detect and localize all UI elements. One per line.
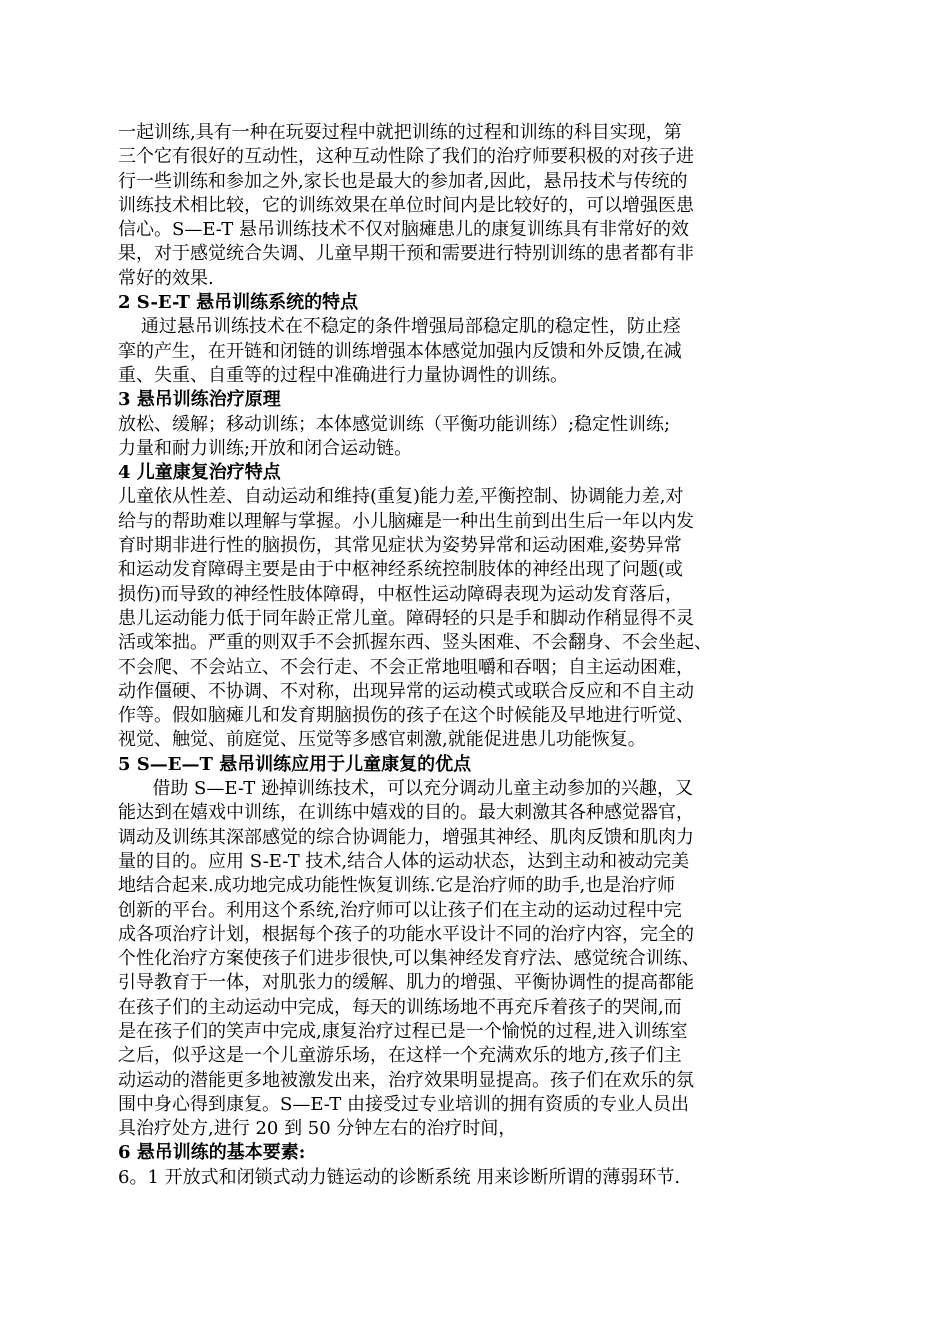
text-line: 调动及训练其深部感觉的综合协调能力，增强其神经、肌肉反馈和肌肉力	[118, 826, 694, 848]
text-line: 之后，似乎这是一个儿童游乐场，在这样一个充满欢乐的地方,孩子们主	[118, 1045, 682, 1067]
section-heading: 4 儿童康复治疗特点	[118, 462, 281, 484]
text-line: 一起训练,具有一种在玩耍过程中就把训练的过程和训练的科目实现，第	[118, 122, 682, 143]
text-line: 能达到在嬉戏中训练，在训练中嬉戏的目的。最大刺激其各种感觉器官，	[118, 802, 694, 824]
text-line: 力量和耐力训练;开放和闭合运动链。	[118, 437, 413, 459]
text-line: 不会爬、不会站立、不会行走、不会正常地咀嚼和吞咽；自主运动困难，	[118, 656, 694, 678]
text-line: 具治疗处方,进行 20 到 50 分钟左右的治疗时间，	[118, 1118, 517, 1140]
text-line: 三个它有很好的互动性，这种互动性除了我们的治疗师要积极的对孩子进	[118, 146, 694, 168]
text-line: 重、失重、自重等的过程中准确进行力量协调性的训练。	[118, 364, 568, 386]
text-line: 放松、缓解；移动训练；本体感觉训练（平衡功能训练）;稳定性训练;	[118, 413, 671, 435]
text-line: 6。1 开放式和闭锁式动力链运动的诊断系统 用来诊断所谓的薄弱环节.	[118, 1166, 681, 1188]
section-heading: 3 悬吊训练治疗原理	[118, 389, 281, 411]
text-line: 常好的效果.	[118, 267, 214, 289]
text-line: 儿童依从性差、自动运动和维持(重复)能力差,平衡控制、协调能力差,对	[118, 486, 684, 508]
text-line: 患儿运动能力低于同年龄正常儿童。障碍轻的只是手和脚动作稍显得不灵	[118, 607, 694, 629]
text-line: 借助 S—E-T 逊掉训练技术，可以充分调动儿童主动参加的兴趣，又	[118, 778, 694, 800]
text-line: 动运动的潜能更多地被激发出来，治疗效果明显提高。孩子们在欢乐的氛	[118, 1069, 694, 1091]
section-heading: 6 悬吊训练的基本要素:	[118, 1142, 306, 1164]
text-line: 地结合起来.成功地完成功能性恢复训练.它是治疗师的助手,也是治疗师	[118, 875, 676, 897]
text-line: 行一些训练和参加之外,家长也是最大的参加者,因此，悬吊技术与传统的	[118, 170, 688, 192]
text-line: 作等。假如脑瘫儿和发育期脑损伤的孩子在这个时候能及早地进行听觉、	[118, 705, 694, 727]
section-heading: 2 S-E-T 悬吊训练系统的特点	[118, 292, 359, 314]
text-line: 在孩子们的主动运动中完成，每天的训练场地不再充斥着孩子的哭闹,而	[118, 996, 682, 1018]
text-line: 信心。S—E-T 悬吊训练技术不仅对脑瘫患儿的康复训练具有非常好的效	[118, 219, 689, 241]
text-line: 训练技术相比较，它的训练效果在单位时间内是比较好的，可以增强医患	[118, 194, 694, 216]
text-line: 围中身心得到康复。S—E-T 由接受过专业培训的拥有资质的专业人员出	[118, 1093, 689, 1115]
text-line: 是在孩子们的笑声中完成,康复治疗过程已是一个愉悦的过程,进入训练室	[118, 1020, 688, 1042]
text-line: 动作僵硬、不协调、不对称，出现异常的运动模式或联合反应和不自主动	[118, 680, 694, 702]
text-line: 视觉、触觉、前庭觉、压觉等多感官刺激,就能促进患儿功能恢复。	[118, 729, 646, 751]
text-line: 育时期非进行性的脑损伤，其常见症状为姿势异常和运动困难,姿势异常	[118, 535, 682, 557]
text-line: 挛的产生，在开链和闭链的训练增强本体感觉加强内反馈和外反馈,在减	[118, 340, 682, 362]
text-line: 个性化治疗方案使孩子们进步很快,可以集神经发育疗法、感觉统合训练、	[118, 948, 700, 970]
text-line: 损伤)而导致的神经性肢体障碍，中枢性运动障碍表现为运动发育落后，	[118, 583, 684, 605]
text-line: 量的目的。应用 S-E-T 技术,结合人体的运动状态，达到主动和被动完美	[118, 850, 690, 872]
text-line: 通过悬吊训练技术在不稳定的条件增强局部稳定肌的稳定性，防止痉	[118, 316, 681, 338]
document-page	[118, 121, 848, 1190]
text-line: 引导教育于一体，对肌张力的缓解、肌力的增强、平衡协调性的提高都能	[118, 972, 694, 994]
section-heading: 5 S—E—T 悬吊训练应用于儿童康复的优点	[118, 753, 472, 775]
text-line: 活或笨拙。严重的则双手不会抓握东西、竖头困难、不会翻身、不会坐起、	[118, 632, 712, 654]
text-line: 果，对于感觉统合失调、儿童早期干预和需要进行特别训练的患者都有非	[118, 243, 694, 265]
text-line: 和运动发育障碍主要是由于中枢神经系统控制肢体的神经出现了问题(或	[118, 559, 684, 581]
text-line: 成各项治疗计划，根据每个孩子的功能水平设计不同的治疗内容，完全的	[118, 923, 694, 945]
text-line: 创新的平台。利用这个系统,治疗师可以让孩子们在主动的运动过程中完	[118, 899, 682, 921]
text-line: 给与的帮助难以理解与掌握。小儿脑瘫是一种出生前到出生后一年以内发	[118, 510, 694, 532]
